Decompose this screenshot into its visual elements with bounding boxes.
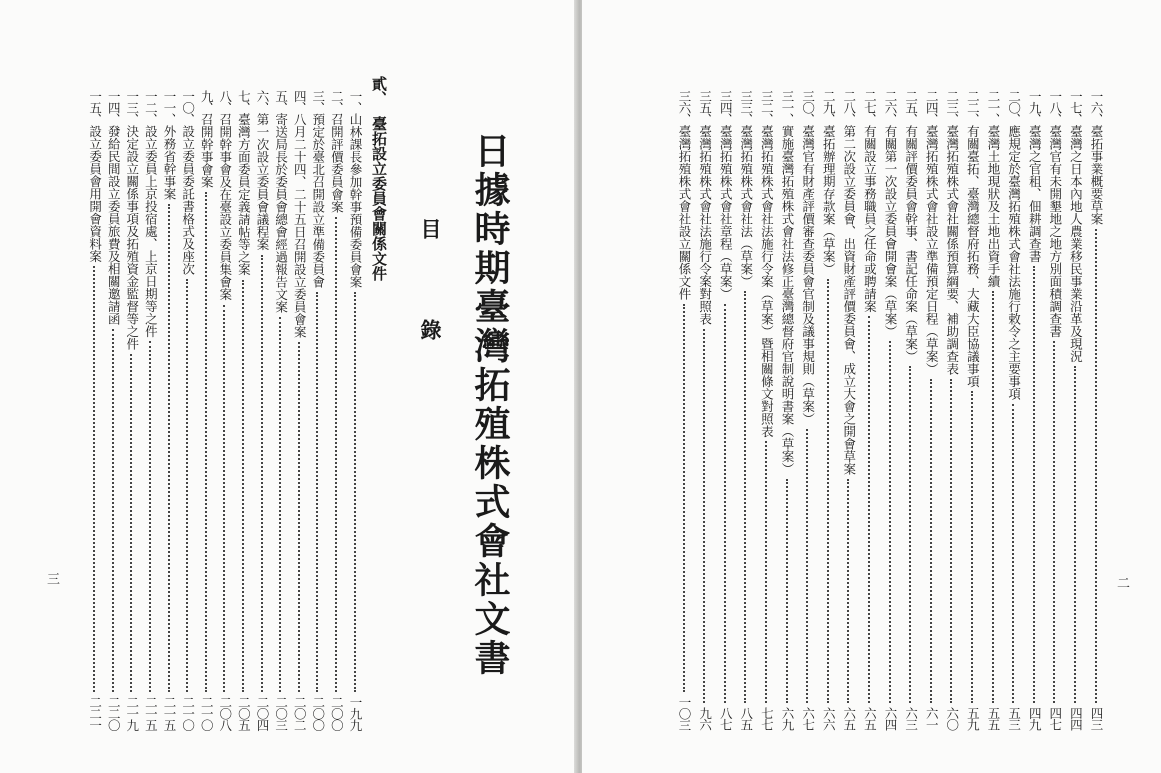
entry-title: 寄送局長於委員會總會經過報告文案 xyxy=(273,113,289,313)
contents-entry xyxy=(199,90,214,730)
leader-dots xyxy=(112,329,116,692)
entry-page: 二一五 xyxy=(162,695,177,730)
entry-page: 六六 xyxy=(821,707,837,730)
leader-dots xyxy=(765,441,769,703)
leader-dots xyxy=(242,280,246,692)
entry-title: 第一次設立委員會議程案 xyxy=(255,113,270,251)
entry-title: 召開幹事會及在臺設立委員集會案 xyxy=(217,113,233,301)
contents-entry xyxy=(945,90,960,730)
entry-number: 二八、 xyxy=(841,90,857,125)
entry-title: 臺灣之官租、佃耕調查書 xyxy=(1027,124,1043,262)
entry-number: 一二、 xyxy=(143,90,159,125)
entry-page: 八七 xyxy=(718,707,734,730)
contents-entry xyxy=(311,90,326,730)
entry-page: 二一〇 xyxy=(180,695,196,730)
leader-dots xyxy=(909,366,913,703)
contents-entry xyxy=(236,90,251,730)
entry-number: 三、 xyxy=(310,90,326,113)
entry-page: 六一 xyxy=(924,707,940,730)
contents-entry xyxy=(718,90,733,730)
leader-dots xyxy=(889,341,893,703)
entry-number: 七、 xyxy=(236,90,252,113)
leader-dots xyxy=(261,255,265,692)
entry-page: 二〇五 xyxy=(236,695,252,730)
entry-title: 臺灣之日本內地人農業移民事業沿革及現況 xyxy=(1068,124,1084,362)
contents-entry xyxy=(986,90,1001,730)
entry-title: 召開評價委員會案 xyxy=(329,113,345,213)
entry-title: 臺灣拓殖株式會社設立關係文件 xyxy=(677,124,692,300)
leader-dots xyxy=(1012,404,1016,704)
contents-entry xyxy=(677,90,692,730)
entry-number: 三五、 xyxy=(697,90,713,125)
entry-page: 五九 xyxy=(965,707,981,730)
entry-number: 二二、 xyxy=(965,90,981,125)
entry-number: 一四、 xyxy=(106,90,122,125)
contents-entry xyxy=(883,90,898,730)
entry-number: 一、 xyxy=(348,90,363,113)
leader-dots xyxy=(786,479,790,704)
entry-number: 二〇、 xyxy=(1006,90,1022,125)
entry-title: 山林課長參加幹事預備委員會案 xyxy=(348,113,363,288)
entry-number: 一一、 xyxy=(162,90,177,125)
entry-number: 一五、 xyxy=(87,90,103,125)
entry-title: 臺灣拓殖株式會社法施行令案（草案）暨相關條文對照表 xyxy=(759,124,775,437)
document-title: 日據時期臺灣拓殖株式會社文書 xyxy=(469,132,511,678)
entry-number: 二五、 xyxy=(903,90,919,125)
contents-entry xyxy=(274,90,289,730)
contents-entry xyxy=(292,90,307,730)
entry-page: 二二一 xyxy=(87,695,103,730)
entry-title: 設立委員委託書格式及座次 xyxy=(180,124,196,275)
contents-entry xyxy=(904,90,919,730)
contents-entry xyxy=(965,90,980,730)
entry-page: 二〇〇 xyxy=(329,695,345,730)
entry-page: 二〇二 xyxy=(292,695,308,730)
entry-number: 三一、 xyxy=(780,90,795,125)
entry-page: 二〇四 xyxy=(255,695,270,730)
entry-number: 二一、 xyxy=(986,90,1001,125)
leader-dots xyxy=(992,291,996,703)
leader-dots xyxy=(1053,341,1057,703)
entry-page: 六五 xyxy=(862,707,878,730)
entry-title: 臺拓事業概要草案 xyxy=(1089,124,1104,225)
entry-page: 四七 xyxy=(1047,707,1063,730)
entry-page: 四四 xyxy=(1068,707,1084,730)
leader-dots xyxy=(1033,266,1037,703)
entry-page: 六〇 xyxy=(944,707,960,730)
entry-page: 二一〇 xyxy=(199,695,215,730)
section-number: 貳、 xyxy=(370,76,388,106)
contents-entry xyxy=(106,90,121,730)
contents-entry xyxy=(780,90,795,730)
contents-entry xyxy=(329,90,344,730)
entry-number: 三六、 xyxy=(677,90,692,125)
entry-title: 有關臺拓、臺灣總督府拓務、大藏大臣協議事項 xyxy=(965,124,981,387)
entry-number: 九、 xyxy=(199,90,215,113)
entry-title: 發給民間設立委員旅費及相關邀請函 xyxy=(106,124,122,325)
entry-title: 臺灣土地現狀及土地出資手續 xyxy=(986,124,1001,287)
entry-title: 臺灣拓殖株式會社設立準備預定日程（草案） xyxy=(924,124,940,375)
entry-title: 有關評價委員會幹事、書記任命案（草案） xyxy=(903,124,919,362)
entry-number: 五、 xyxy=(273,90,289,113)
entry-number: 一七、 xyxy=(1068,90,1084,125)
right-page-number: 二 xyxy=(1114,576,1129,589)
entry-title: 決定設立關係事項及拓殖資金監督等之件 xyxy=(124,124,140,350)
leader-dots xyxy=(971,391,975,703)
entry-title: 有關第一次設立委員會開會案（草案） xyxy=(883,124,898,337)
entry-page: 六九 xyxy=(780,707,795,730)
right-page xyxy=(582,0,1161,773)
entry-title: 預定於臺北召開設立準備委員會 xyxy=(310,113,326,288)
leader-dots xyxy=(335,217,339,692)
leader-dots xyxy=(1095,229,1099,704)
contents-entry xyxy=(181,90,196,730)
contents-entry xyxy=(862,90,877,730)
section-title: 臺拓設立委員會關係文件 xyxy=(370,116,388,281)
leader-dots xyxy=(354,292,358,692)
contents-entry xyxy=(255,90,270,730)
left-page xyxy=(0,0,578,773)
entry-title: 臺灣拓殖株式會社法施行令案對照表 xyxy=(697,124,713,325)
leader-dots xyxy=(186,279,190,692)
contents-entry xyxy=(924,90,939,730)
entry-page: 二一九 xyxy=(124,695,140,730)
entry-title: 有關設立事務職員之任命或聘請案 xyxy=(862,124,878,312)
contents-entry xyxy=(1068,90,1083,730)
entry-title: 召開幹事會案 xyxy=(199,113,215,188)
leader-dots xyxy=(130,354,134,692)
entry-page: 六七 xyxy=(800,707,816,730)
leader-dots xyxy=(93,266,97,692)
leader-dots xyxy=(279,317,283,692)
entry-page: 五三 xyxy=(1006,707,1022,730)
contents-entry xyxy=(759,90,774,730)
leader-dots xyxy=(868,316,872,703)
entry-title: 臺灣拓殖株式會社關係預算綱要、補助調查表 xyxy=(944,124,960,375)
contents-entry xyxy=(1089,90,1104,730)
entry-number: 一八、 xyxy=(1047,90,1063,125)
contents-entry xyxy=(218,90,233,730)
leader-dots xyxy=(827,279,831,704)
entry-title: 臺拓辦理期存款案（草案） xyxy=(821,124,837,275)
entry-title: 設立委員上京投宿處、上京日期等之件 xyxy=(143,124,159,337)
entry-title: 臺灣官有未開墾地之地方別面積調查書 xyxy=(1047,124,1063,337)
leader-dots xyxy=(930,379,934,704)
entry-page: 二〇三 xyxy=(273,695,289,730)
entry-title: 外務省幹事案 xyxy=(162,124,177,200)
entry-page: 六五 xyxy=(841,707,857,730)
entry-title: 臺灣官有財產評價審查委員會官制及議事規則（草案） xyxy=(800,124,816,425)
contents-entry xyxy=(842,90,857,730)
entry-number: 一〇、 xyxy=(180,90,196,125)
entry-page: 四三 xyxy=(1089,707,1104,730)
entry-page: 四九 xyxy=(1027,707,1043,730)
entry-number: 一三、 xyxy=(124,90,140,125)
leader-dots xyxy=(744,291,748,703)
entry-page: 六三 xyxy=(903,707,919,730)
entry-number: 三〇、 xyxy=(800,90,816,125)
entry-page: 八五 xyxy=(738,707,754,730)
contents-entry xyxy=(1007,90,1022,730)
leader-dots xyxy=(168,204,172,692)
contents-entry xyxy=(1048,90,1063,730)
entry-title: 臺灣拓殖株式會社法（草案） xyxy=(738,124,754,287)
contents-entry xyxy=(88,90,103,730)
entry-title: 設立委員會用開會資料案 xyxy=(87,124,103,262)
contents-entry xyxy=(162,90,177,730)
entry-number: 二、 xyxy=(329,90,345,113)
entry-page: 六四 xyxy=(883,707,898,730)
contents-entry xyxy=(125,90,140,730)
contents-heading: 目錄 xyxy=(418,218,443,420)
leader-dots xyxy=(205,192,209,692)
entry-number: 一九、 xyxy=(1027,90,1043,125)
entry-number: 二七、 xyxy=(862,90,878,125)
section-heading xyxy=(370,76,388,281)
entry-number: 二三、 xyxy=(944,90,960,125)
entry-title: 臺灣方面委員定義請帖等之案 xyxy=(236,113,252,276)
entry-title: 應規定於臺灣拓殖株式會社法施行敕令之主要事項 xyxy=(1006,124,1022,400)
leader-dots xyxy=(703,329,707,704)
contents-entry xyxy=(1027,90,1042,730)
entry-number: 六、 xyxy=(255,90,270,113)
leader-dots xyxy=(847,479,851,704)
entry-number: 二六、 xyxy=(883,90,898,125)
entry-number: 三四、 xyxy=(718,90,734,125)
leader-dots xyxy=(950,379,954,704)
entry-page: 五五 xyxy=(986,707,1001,730)
contents-entry xyxy=(821,90,836,730)
entry-page: 一〇三 xyxy=(677,695,692,730)
entry-title: 第二次設立委員會、出資財產評價委員會、成立大會之開會草案 xyxy=(841,124,857,475)
entry-page: 二二〇 xyxy=(106,695,122,730)
contents-entry xyxy=(801,90,816,730)
contents-entry xyxy=(143,90,158,730)
entry-page: 九六 xyxy=(697,707,713,730)
leader-dots xyxy=(1074,366,1078,703)
contents-entry xyxy=(739,90,754,730)
entry-number: 四、 xyxy=(292,90,308,113)
entry-title: 八月二十四、二十五日召開設立委員會案 xyxy=(292,113,308,338)
entry-number: 三三、 xyxy=(738,90,754,125)
entry-page: 二〇〇 xyxy=(310,695,326,730)
entry-title: 實施臺灣拓殖株式會社法修正臺灣總督府官制說明書案（草案） xyxy=(780,124,795,475)
entry-page: 七七 xyxy=(759,707,775,730)
entry-page: 二一五 xyxy=(143,695,159,730)
leader-dots xyxy=(223,305,227,692)
leader-dots xyxy=(149,341,153,692)
entry-title: 臺灣拓殖株式會社章程（草案） xyxy=(718,124,734,300)
entry-number: 二九、 xyxy=(821,90,837,125)
leader-dots xyxy=(298,342,302,692)
entry-page: 一九九 xyxy=(348,695,363,730)
leader-dots xyxy=(724,304,728,704)
left-page-number: 三 xyxy=(44,572,59,585)
leader-dots xyxy=(316,292,320,692)
entry-number: 三二、 xyxy=(759,90,775,125)
contents-entry xyxy=(348,90,363,730)
entry-number: 八、 xyxy=(217,90,233,113)
entry-number: 一六、 xyxy=(1089,90,1104,125)
leader-dots xyxy=(806,429,810,704)
entry-page: 二〇八 xyxy=(217,695,233,730)
entry-number: 二四、 xyxy=(924,90,940,125)
leader-dots xyxy=(683,304,687,692)
contents-entry xyxy=(698,90,713,730)
